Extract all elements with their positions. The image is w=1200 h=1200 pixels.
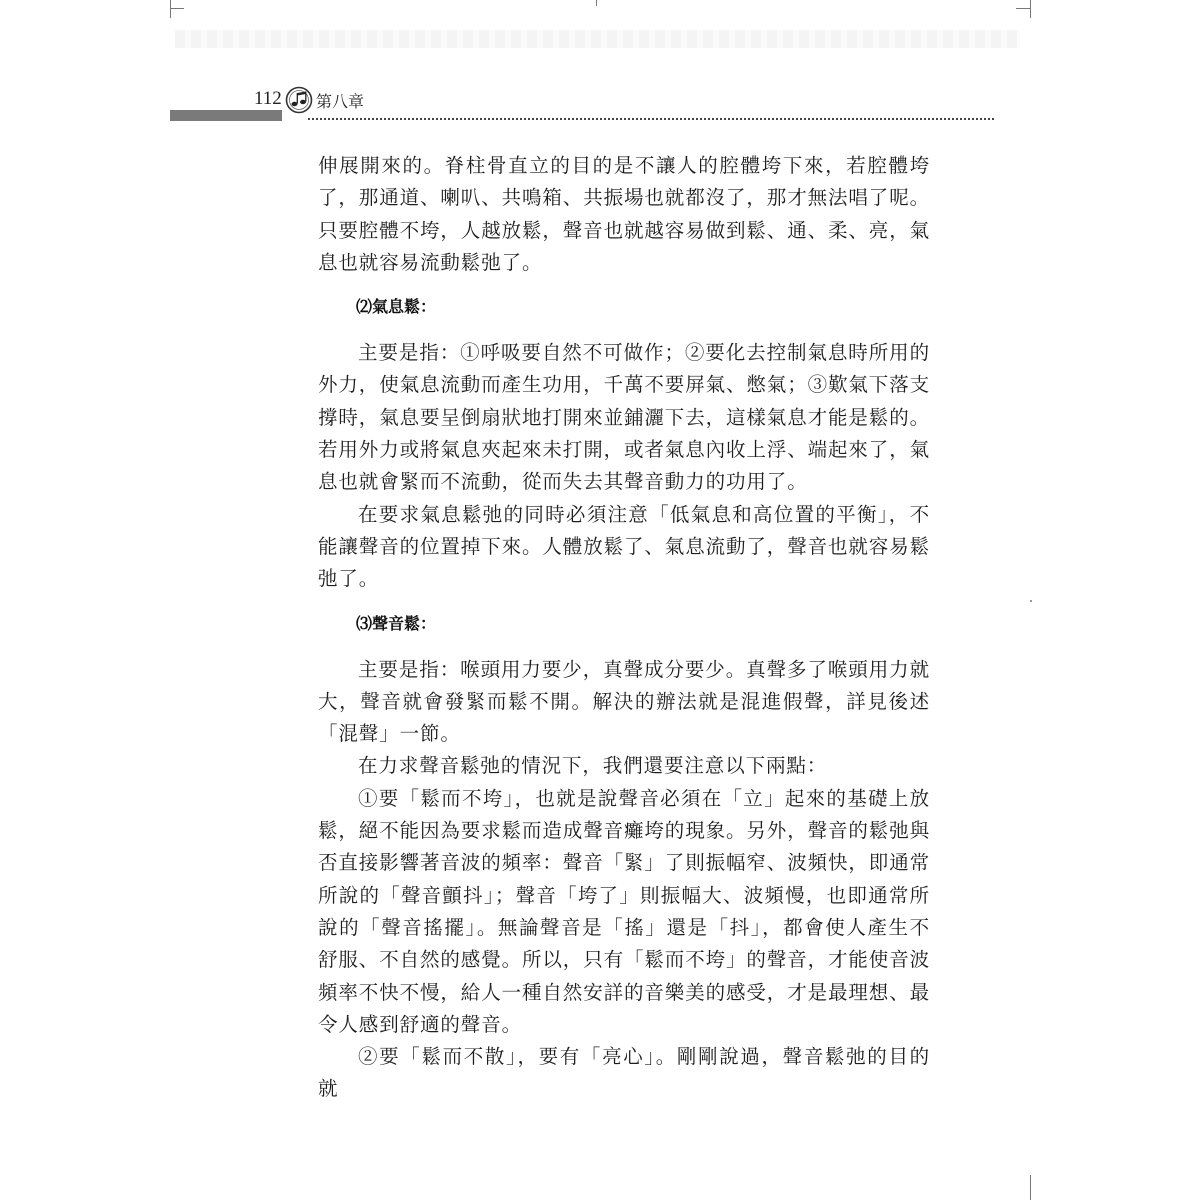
crop-mark-top-center — [596, 0, 597, 6]
header-bar — [170, 110, 282, 121]
running-header — [170, 84, 1000, 124]
bleed-through-band — [175, 30, 1020, 48]
paragraph: 在要求氣息鬆弛的同時必須注意「低氣息和高位置的平衡」，不能讓聲音的位置掉下來。人體放鬆了、氣息流動了，聲音也就容易鬆弛了。 — [318, 502, 931, 591]
music-notes-emblem-icon — [284, 86, 314, 114]
crop-mark-top-left-horizontal — [170, 8, 184, 9]
page-body — [318, 150, 930, 1106]
header-dotted-rule — [308, 118, 994, 120]
paragraph: 主要是指：①呼吸要自然不可做作；②要化去控制氣息時所用的外力，使氣息流動而產生功用，千萬不要屏氣、憋氣；③歎氣下落支撐時，氣息要呈倒扇狀地打開來並鋪灑下去，這樣氣息才能是鬆的。若用外力或將氣息夾起來未打開，或者氣息內收上浮、端起來了，氣息也就會緊而不流動，從而失去其聲音動力的功用了。 — [318, 341, 931, 494]
paragraph: 伸展開來的。脊柱骨直立的目的是不讓人的腔體垮下來，若腔體垮了，那通道、喇叭、共鳴箱、共振場也就都沒了，那才無法唱了呢。只要腔體不垮，人越放鬆，聲音也就越容易做到鬆、通、柔、亮，氣息也就容易流動鬆弛了。 — [318, 154, 931, 274]
section-heading-voice: ⑶聲音鬆： — [356, 613, 437, 633]
crop-mark-bottom-right — [1030, 1175, 1031, 1200]
paragraph: 主要是指：喉頭用力要少，真聲成分要少。真聲多了喉頭用力就大，聲音就會發緊而鬆不開。解決的辦法就是混進假聲，詳見後述「混聲」一節。 — [318, 657, 930, 746]
crop-mark-right-center — [1030, 600, 1032, 602]
crop-mark-top-right — [1030, 0, 1031, 18]
section-heading-breath: ⑵氣息鬆： — [356, 297, 437, 317]
crop-mark-top-left — [170, 0, 171, 18]
crop-mark-top-right-horizontal — [1016, 8, 1030, 9]
paragraph: ②要「鬆而不散」，要有「亮心」。剛剛說過，聲音鬆弛的目的就 — [318, 1045, 930, 1101]
page-number: 112 — [254, 88, 282, 109]
chapter-title: 第八章 — [316, 92, 365, 111]
paragraph: 在力求聲音鬆弛的情況下，我們還要注意以下兩點： — [358, 754, 828, 778]
paragraph: ①要「鬆而不垮」，也就是說聲音必須在「立」起來的基礎上放鬆，絕不能因為要求鬆而造成聲音癱垮的現象。另外，聲音的鬆弛與否直接影響著音波的頻率：聲音「緊」了則振幅窄、波頻快，即通常所說的「聲音顫抖」；聲音「垮了」則振幅大、波頻慢，也即通常所說的「聲音搖擺」。無論聲音是「搖」還是「抖」，都會使人產生不舒服、不自然的感覺。所以，只有「鬆而不垮」的聲音，才能使音波頻率不快不慢，給人一種自然安詳的音樂美的感受，才是最理想、最令人感到舒適的聲音。 — [318, 786, 931, 1036]
